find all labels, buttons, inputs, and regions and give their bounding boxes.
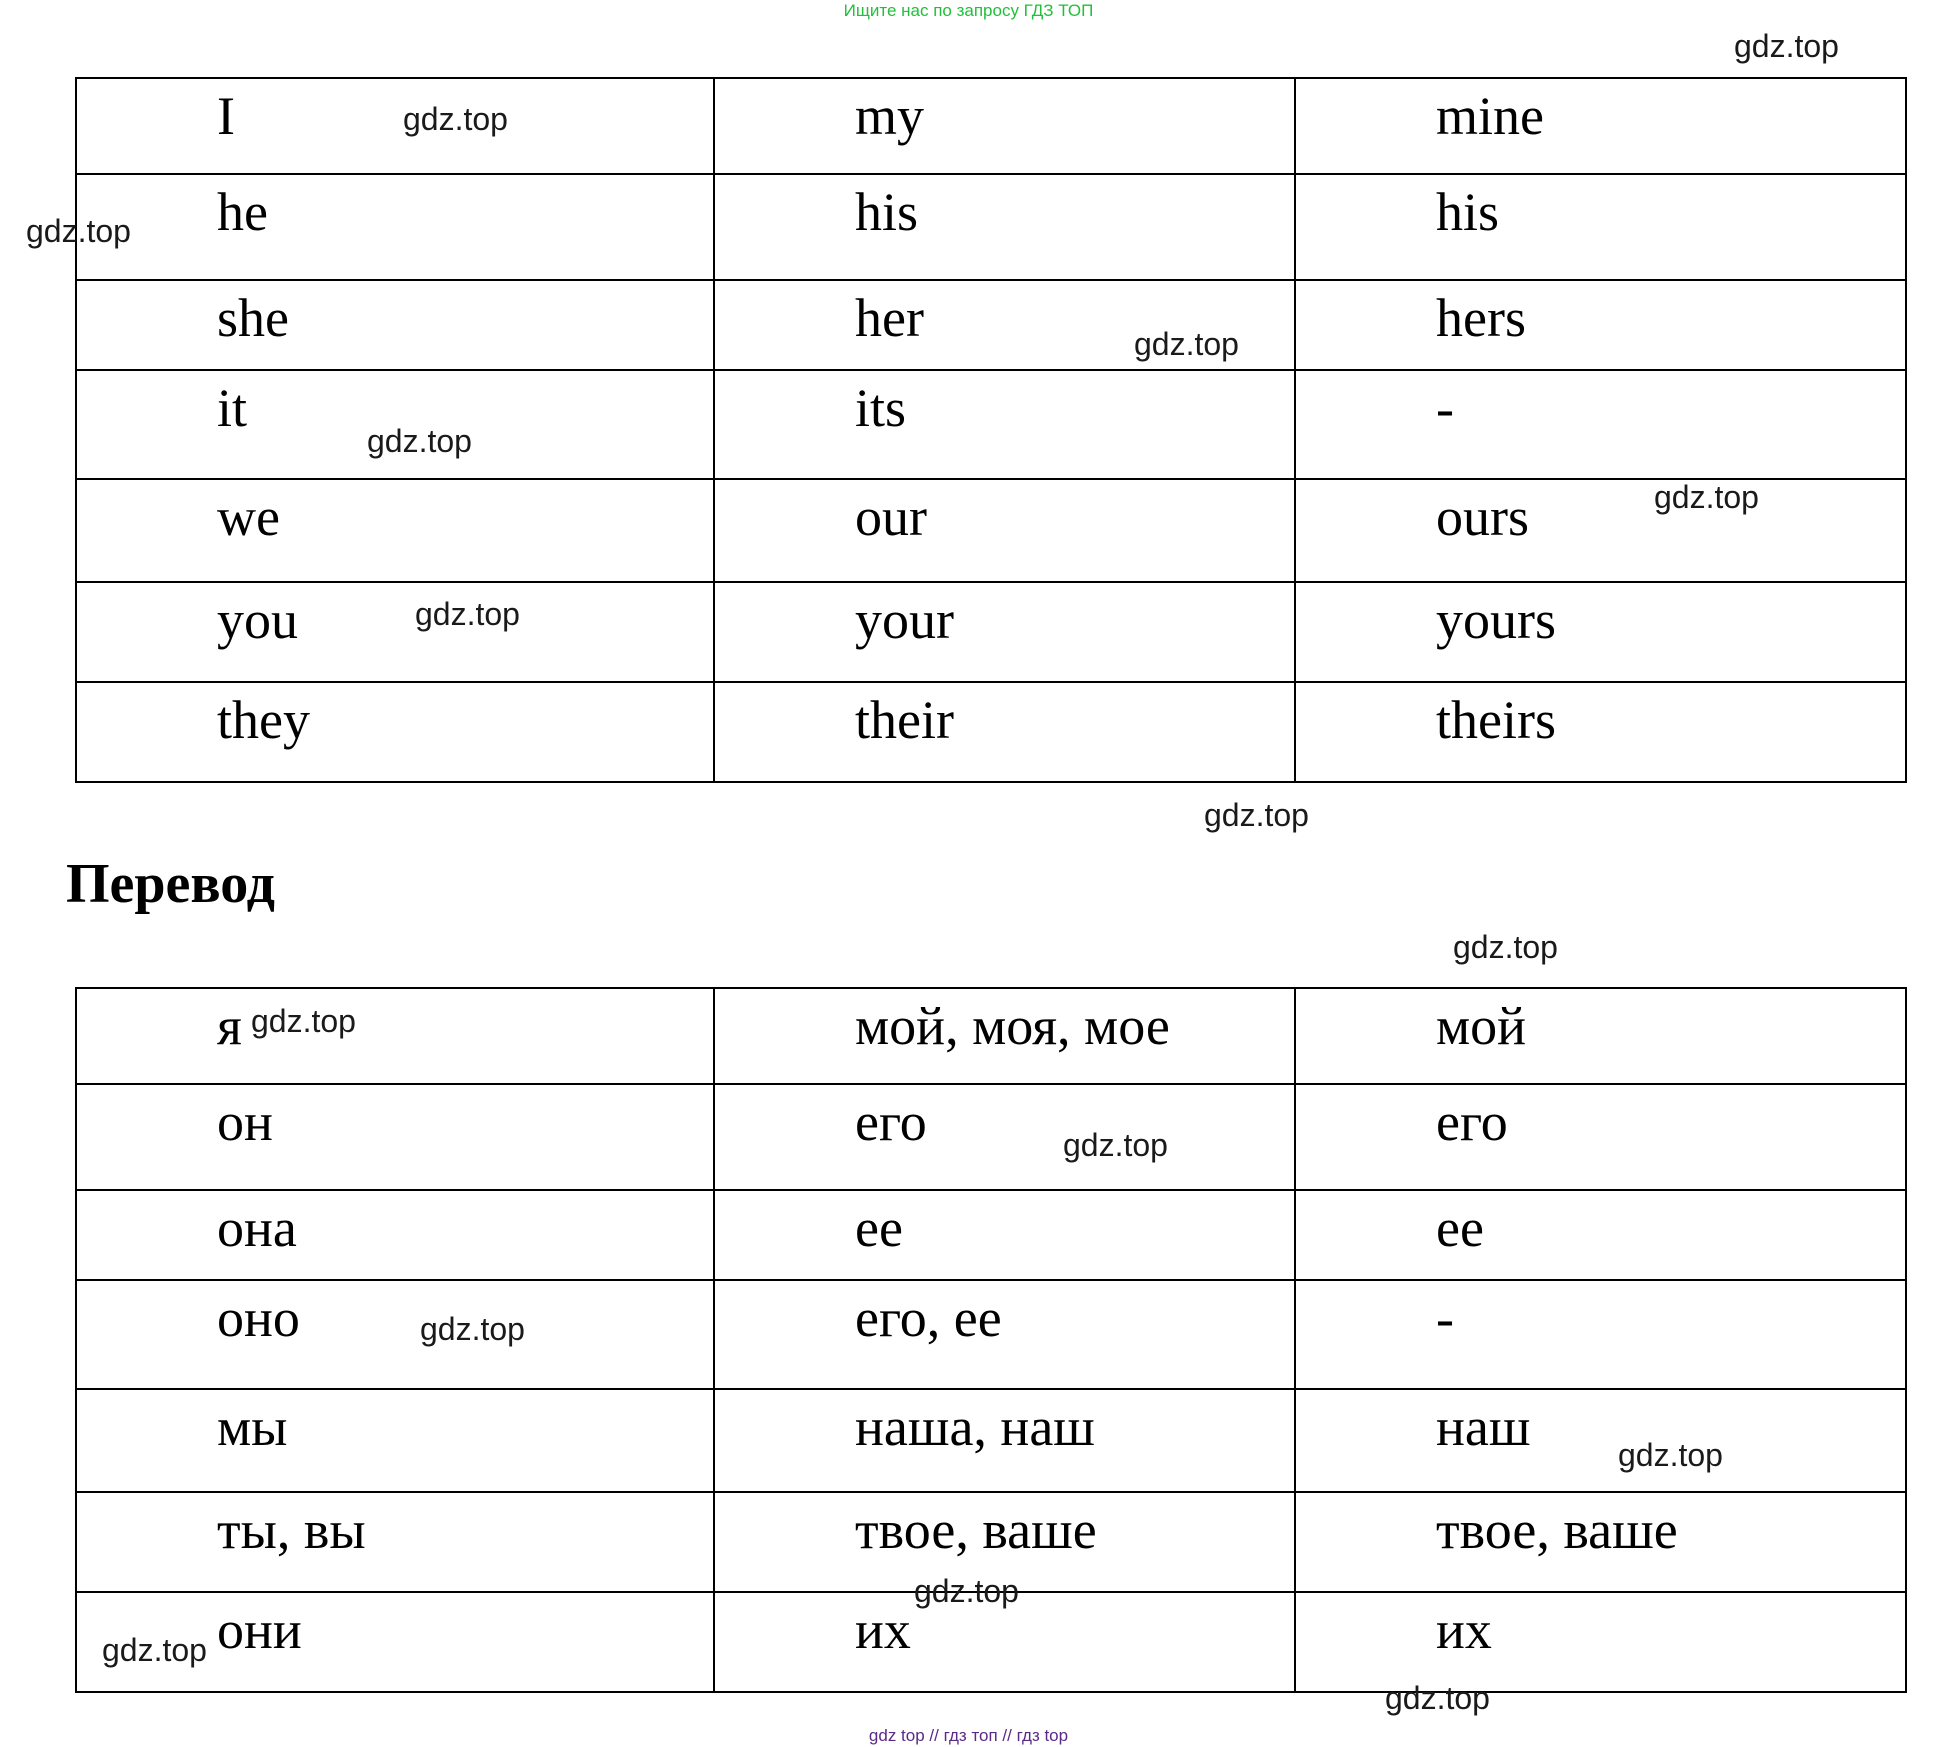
table-cell: her: [714, 280, 1295, 370]
table-cell: его: [1295, 1084, 1906, 1190]
table-row: [76, 682, 1906, 782]
watermark-text: gdz.top: [420, 1311, 525, 1347]
table-cell: ты, вы: [76, 1492, 714, 1592]
table-cell: твое, ваше: [1295, 1492, 1906, 1592]
table-cell: their: [714, 682, 1295, 782]
watermark-text: gdz.top: [1204, 797, 1309, 833]
watermark-text: gdz.top: [415, 596, 520, 632]
table-row: [76, 582, 1906, 682]
table-cell: his: [1295, 174, 1906, 280]
table-row: [76, 174, 1906, 280]
english-pronoun-table: [75, 77, 1907, 783]
table-cell: оно: [76, 1280, 714, 1389]
watermark-text: gdz.top: [1734, 28, 1839, 64]
table-cell: ее: [714, 1190, 1295, 1280]
watermark-text: gdz.top: [102, 1632, 207, 1668]
table-cell: his: [714, 174, 1295, 280]
table-cell: mine: [1295, 78, 1906, 174]
table-cell: наш: [1295, 1389, 1906, 1492]
table-row: [76, 479, 1906, 582]
table-cell: ее: [1295, 1190, 1906, 1280]
watermark-text: gdz.top: [403, 101, 508, 137]
table-cell: your: [714, 582, 1295, 682]
table-cell: -: [1295, 1280, 1906, 1389]
table-cell: its: [714, 370, 1295, 479]
top-banner: Ищите нас по запросу ГДЗ ТОП: [843, 1, 1094, 20]
table-row: [76, 1084, 1906, 1190]
table-cell: my: [714, 78, 1295, 174]
table-row: [76, 1190, 1906, 1280]
table-row: [76, 1280, 1906, 1389]
watermark-text: gdz.top: [1385, 1680, 1490, 1716]
watermark-text: gdz.top: [1453, 929, 1558, 965]
watermark-text: gdz.top: [1654, 479, 1759, 515]
table-cell: -: [1295, 370, 1906, 479]
table-cell: ours: [1295, 479, 1906, 582]
watermark-text: gdz.top: [1618, 1437, 1723, 1473]
watermark-text: gdz.top: [914, 1573, 1019, 1609]
watermark-text: gdz.top: [367, 423, 472, 459]
table-cell: yours: [1295, 582, 1906, 682]
table-cell: our: [714, 479, 1295, 582]
table-cell: I: [76, 78, 714, 174]
table-cell: его: [714, 1084, 1295, 1190]
translation-heading: Перевод: [66, 853, 275, 915]
table-cell: мы: [76, 1389, 714, 1492]
watermark-text: gdz.top: [1063, 1127, 1168, 1163]
table-cell: you: [76, 582, 714, 682]
table-cell: наша, наш: [714, 1389, 1295, 1492]
table-cell: we: [76, 479, 714, 582]
footer-links: gdz top // гдз топ // гдз top: [868, 1726, 1069, 1745]
table-cell: я: [76, 988, 714, 1084]
table-cell: их: [714, 1592, 1295, 1692]
table-cell: it: [76, 370, 714, 479]
table-cell: hers: [1295, 280, 1906, 370]
table-cell: he: [76, 174, 714, 280]
table-cell: твое, ваше: [714, 1492, 1295, 1592]
table-cell: она: [76, 1190, 714, 1280]
table-cell: she: [76, 280, 714, 370]
table-row: [76, 370, 1906, 479]
table-cell: их: [1295, 1592, 1906, 1692]
watermark-text: gdz.top: [251, 1003, 356, 1039]
table-cell: они: [76, 1592, 714, 1692]
table-cell: он: [76, 1084, 714, 1190]
watermark-text: gdz.top: [26, 213, 131, 249]
table-cell: мой, моя, мое: [714, 988, 1295, 1084]
table-row: [76, 78, 1906, 174]
table-cell: theirs: [1295, 682, 1906, 782]
watermark-text: gdz.top: [1134, 326, 1239, 362]
table-cell: мой: [1295, 988, 1906, 1084]
table-cell: его, ее: [714, 1280, 1295, 1389]
table-cell: they: [76, 682, 714, 782]
table-row: [76, 280, 1906, 370]
